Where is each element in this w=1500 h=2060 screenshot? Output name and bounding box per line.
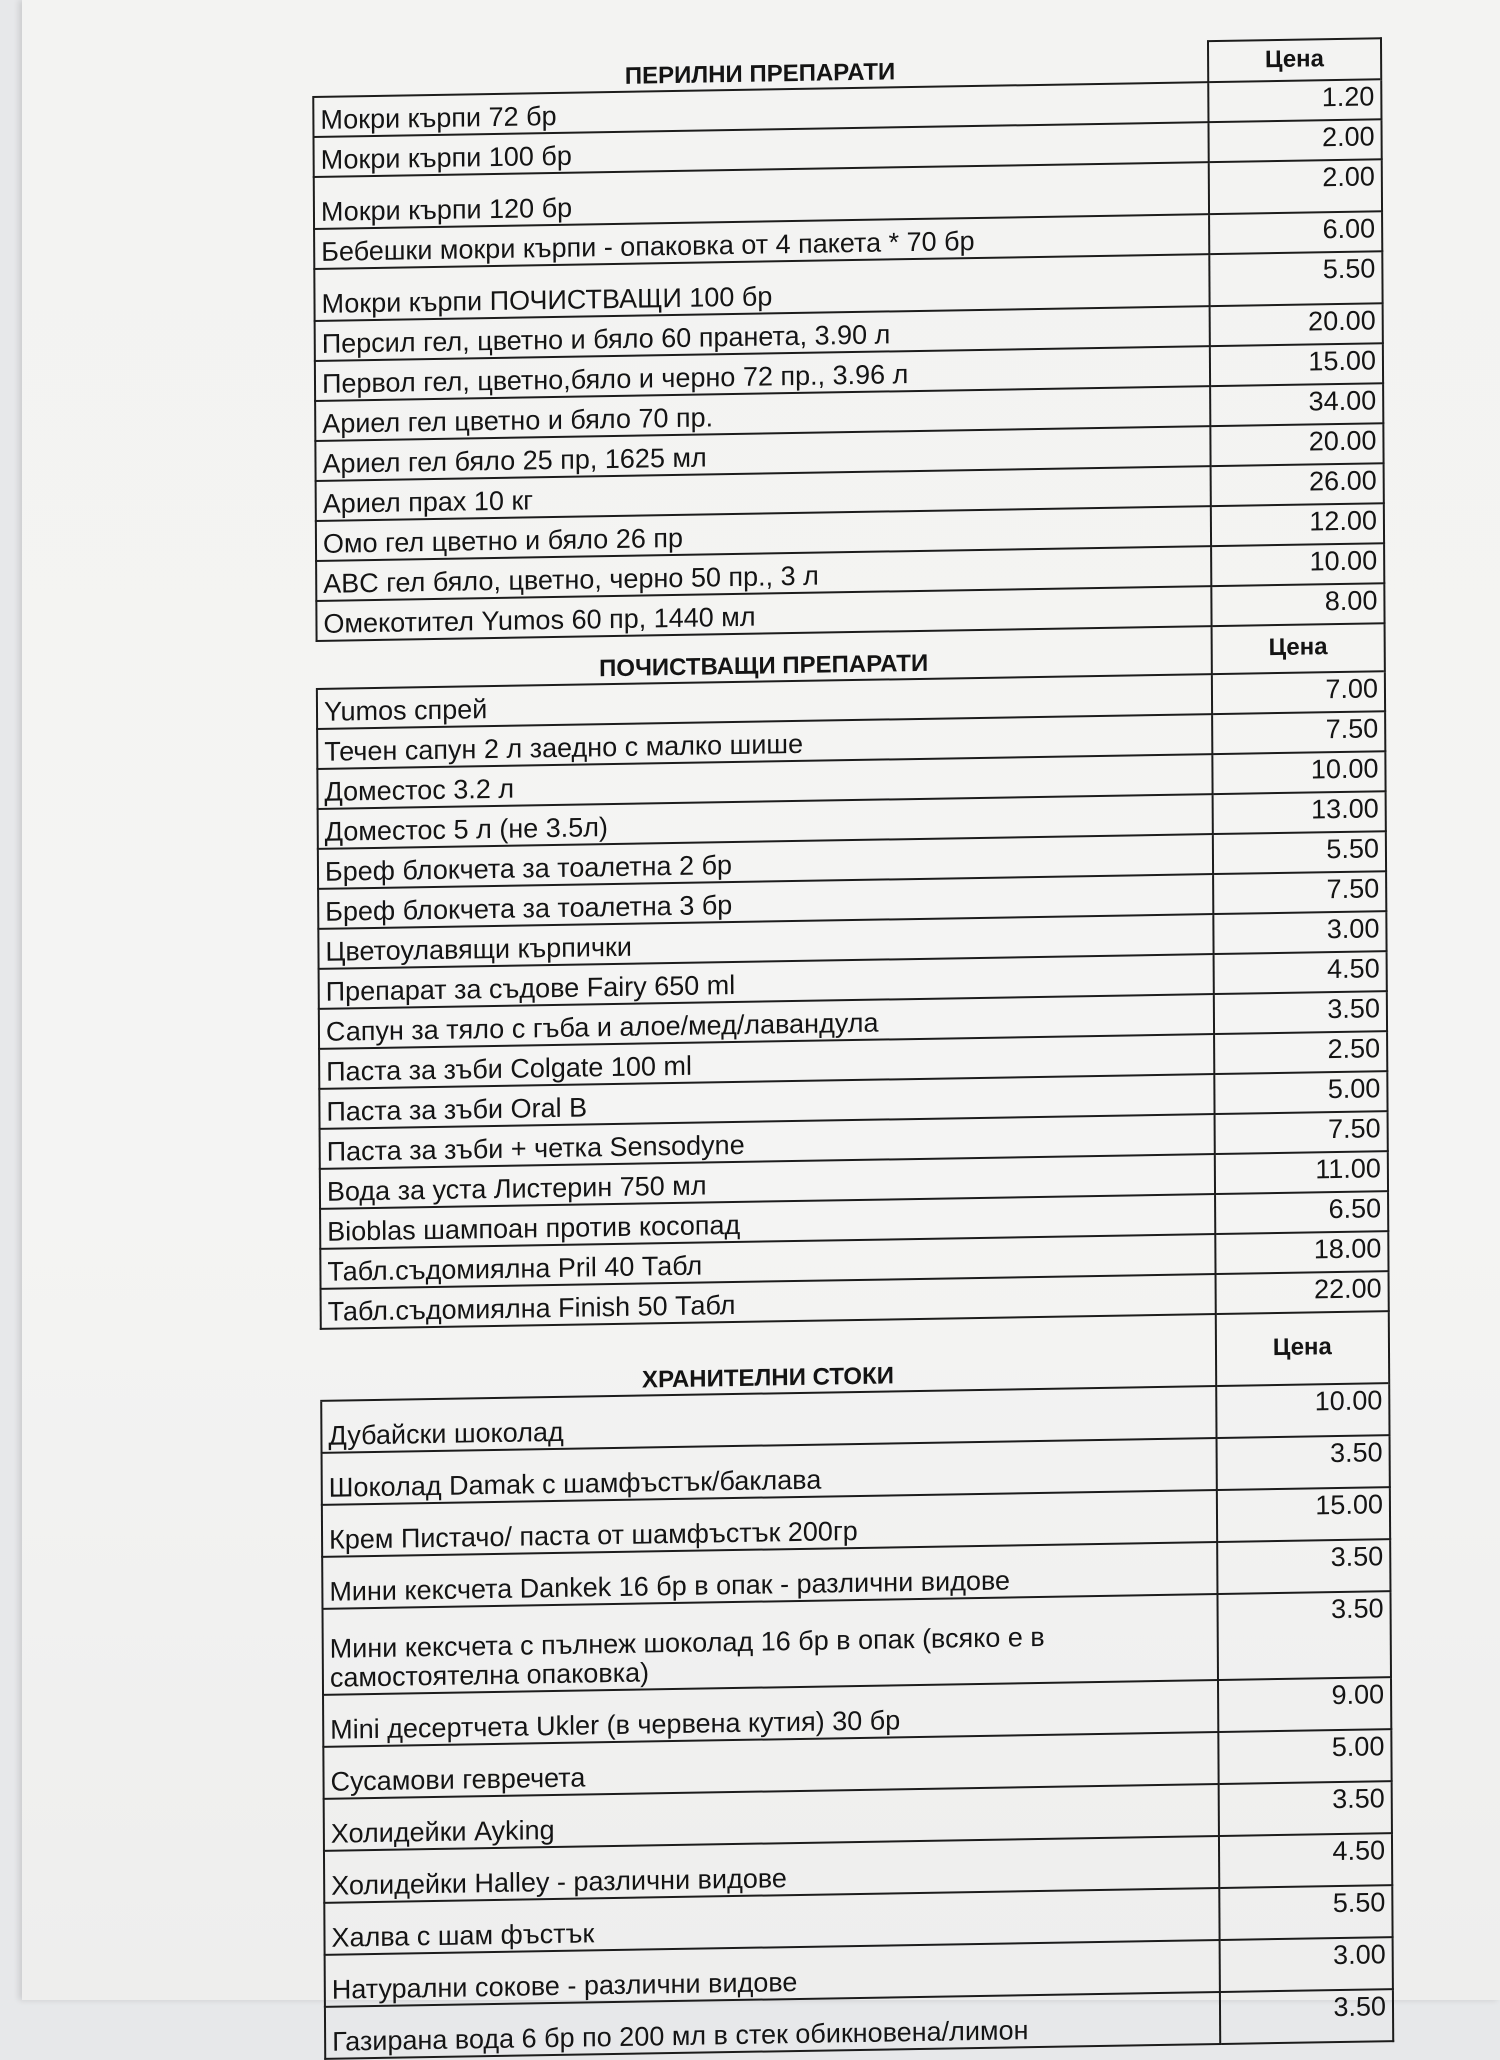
- item-price: 2.00: [1208, 119, 1382, 162]
- price-table: [312, 37, 1394, 2060]
- item-name: Паста за зъби + четка Sensodyne: [320, 1114, 1215, 1169]
- item-price: 3.50: [1220, 1989, 1394, 2044]
- item-name: Мокри кърпи 100 бр: [314, 122, 1209, 177]
- item-name: Доместос 3.2 л: [317, 754, 1212, 809]
- item-name: Персил гел, цветно и бяло 60 пранета, 3.90 л: [315, 306, 1210, 361]
- item-name: Сапун за тяло с гъба и алое/мед/лавандула: [319, 994, 1214, 1049]
- item-price: 12.00: [1211, 503, 1385, 546]
- item-price: 15.00: [1217, 1487, 1391, 1542]
- item-price: 20.00: [1210, 423, 1384, 466]
- item-name: Натурални сокове - различни видове: [325, 1940, 1220, 2007]
- section-title: ПЕРИЛНИ ПРЕПАРАТИ: [313, 41, 1208, 97]
- item-name: Доместос 5 л (не 3.5л): [318, 794, 1213, 849]
- item-price: 8.00: [1211, 583, 1385, 626]
- item-name: Мини кексчета с пълнеж шоколад 16 бр в опак (всяко е в самостоятелна опаковка): [322, 1594, 1217, 1695]
- item-name: Табл.съдомиялна Pril 40 Табл: [320, 1234, 1215, 1289]
- item-name: Мокри кърпи 120 бр: [314, 162, 1209, 229]
- item-price: 22.00: [1215, 1271, 1389, 1314]
- item-price: 20.00: [1209, 303, 1383, 346]
- item-name: Омо гел цветно и бяло 26 пр: [316, 506, 1211, 561]
- item-price: 15.00: [1210, 343, 1384, 386]
- item-name: Mini десертчета Ukler (в червена кутия) 30 бр: [323, 1680, 1218, 1747]
- item-price: 10.00: [1212, 751, 1386, 794]
- item-price: 5.50: [1209, 251, 1383, 306]
- item-name: Препарат за съдове Fairy 650 ml: [319, 954, 1214, 1009]
- item-price: 6.00: [1209, 211, 1383, 254]
- price-column-header: Цена: [1216, 1311, 1390, 1386]
- section-title: ПОЧИСТВАЩИ ПРЕПАРАТИ: [317, 626, 1212, 689]
- item-name: Табл.съдомиялна Finish 50 Табл: [321, 1274, 1216, 1329]
- item-price: 3.00: [1219, 1937, 1393, 1992]
- item-name: Омекотител Yumos 60 пр, 1440 мл: [316, 586, 1211, 641]
- item-price: 7.00: [1212, 671, 1386, 714]
- item-name: Вода за уста Листерин 750 мл: [320, 1154, 1215, 1209]
- item-price: 10.00: [1216, 1383, 1390, 1438]
- item-price: 2.50: [1214, 1031, 1388, 1074]
- item-price: 5.00: [1214, 1071, 1388, 1114]
- item-price: 7.50: [1214, 1111, 1388, 1154]
- paper-sheet: [22, 0, 1500, 2057]
- item-name: Цветоулавящи кърпички: [318, 914, 1213, 969]
- item-price: 7.50: [1212, 711, 1386, 754]
- section-title: ХРАНИТЕЛНИ СТОКИ: [321, 1314, 1216, 1401]
- item-name: Мини кексчета Dankek 16 бр в опак - различни видове: [322, 1542, 1217, 1609]
- item-price: 4.50: [1213, 951, 1387, 994]
- item-name: Мокри кърпи 72 бр: [313, 82, 1208, 137]
- item-price: 3.00: [1213, 911, 1387, 954]
- item-name: Газирана вода 6 бр по 200 мл в стек обикновена/лимон: [325, 1992, 1220, 2059]
- item-name: Бебешки мокри кърпи - опаковка от 4 пакета * 70 бр: [314, 214, 1209, 269]
- item-name: Ариел гел цветно и бяло 70 пр.: [315, 386, 1210, 441]
- item-name: Бреф блокчета за тоалетна 3 бр: [318, 874, 1213, 929]
- item-name: Течен сапун 2 л заедно с малко шише: [317, 714, 1212, 769]
- item-name: Сусамови гевречета: [323, 1732, 1218, 1799]
- item-name: Bioblas шампоан против косопад: [320, 1194, 1215, 1249]
- item-price: 13.00: [1212, 791, 1386, 834]
- item-price: 5.50: [1213, 831, 1387, 874]
- item-name: Шоколад Damak с шамфъстък/баклава: [322, 1438, 1217, 1505]
- item-price: 3.50: [1217, 1539, 1391, 1594]
- item-price: 26.00: [1210, 463, 1384, 506]
- item-name: Yumos спрей: [317, 674, 1212, 729]
- item-price: 7.50: [1213, 871, 1387, 914]
- item-name: Первол гел, цветно,бяло и черно 72 пр., 3.96 л: [315, 346, 1210, 401]
- item-price: 5.00: [1218, 1729, 1392, 1784]
- item-name: Мокри кърпи ПОЧИСТВАЩИ 100 бр: [314, 254, 1209, 321]
- item-name: Холидейки Ayking: [324, 1784, 1219, 1851]
- price-column-header: Цена: [1211, 623, 1385, 674]
- item-price: 6.50: [1215, 1191, 1389, 1234]
- item-price: 5.50: [1219, 1885, 1393, 1940]
- item-price: 3.50: [1214, 991, 1388, 1034]
- item-price: 3.50: [1217, 1591, 1391, 1680]
- item-price: 3.50: [1216, 1435, 1390, 1490]
- item-name: Ариел гел бяло 25 пр, 1625 мл: [315, 426, 1210, 481]
- item-name: Крем Пистачо/ паста от шамфъстък 200гр: [322, 1490, 1217, 1557]
- item-price: 1.20: [1208, 79, 1382, 122]
- price-column-header: Цена: [1208, 38, 1382, 82]
- item-name: Бреф блокчета за тоалетна 2 бр: [318, 834, 1213, 889]
- price-list: [312, 37, 1394, 2060]
- item-name: Паста за зъби Oral B: [319, 1074, 1214, 1129]
- item-price: 11.00: [1215, 1151, 1389, 1194]
- item-price: 3.50: [1218, 1781, 1392, 1836]
- item-name: Дубайски шоколад: [321, 1386, 1216, 1453]
- item-price: 2.00: [1208, 159, 1382, 214]
- item-price: 18.00: [1215, 1231, 1389, 1274]
- item-name: Паста за зъби Colgate 100 ml: [319, 1034, 1214, 1089]
- item-price: 34.00: [1210, 383, 1384, 426]
- item-name: Ариел прах 10 кг: [316, 466, 1211, 521]
- item-price: 4.50: [1219, 1833, 1393, 1888]
- item-price: 9.00: [1218, 1677, 1392, 1732]
- item-name: ABC гел бяло, цветно, черно 50 пр., 3 л: [316, 546, 1211, 601]
- item-name: Холидейки Halley - различни видове: [324, 1836, 1219, 1903]
- item-price: 10.00: [1211, 543, 1385, 586]
- item-name: Халва с шам фъстък: [324, 1888, 1219, 1955]
